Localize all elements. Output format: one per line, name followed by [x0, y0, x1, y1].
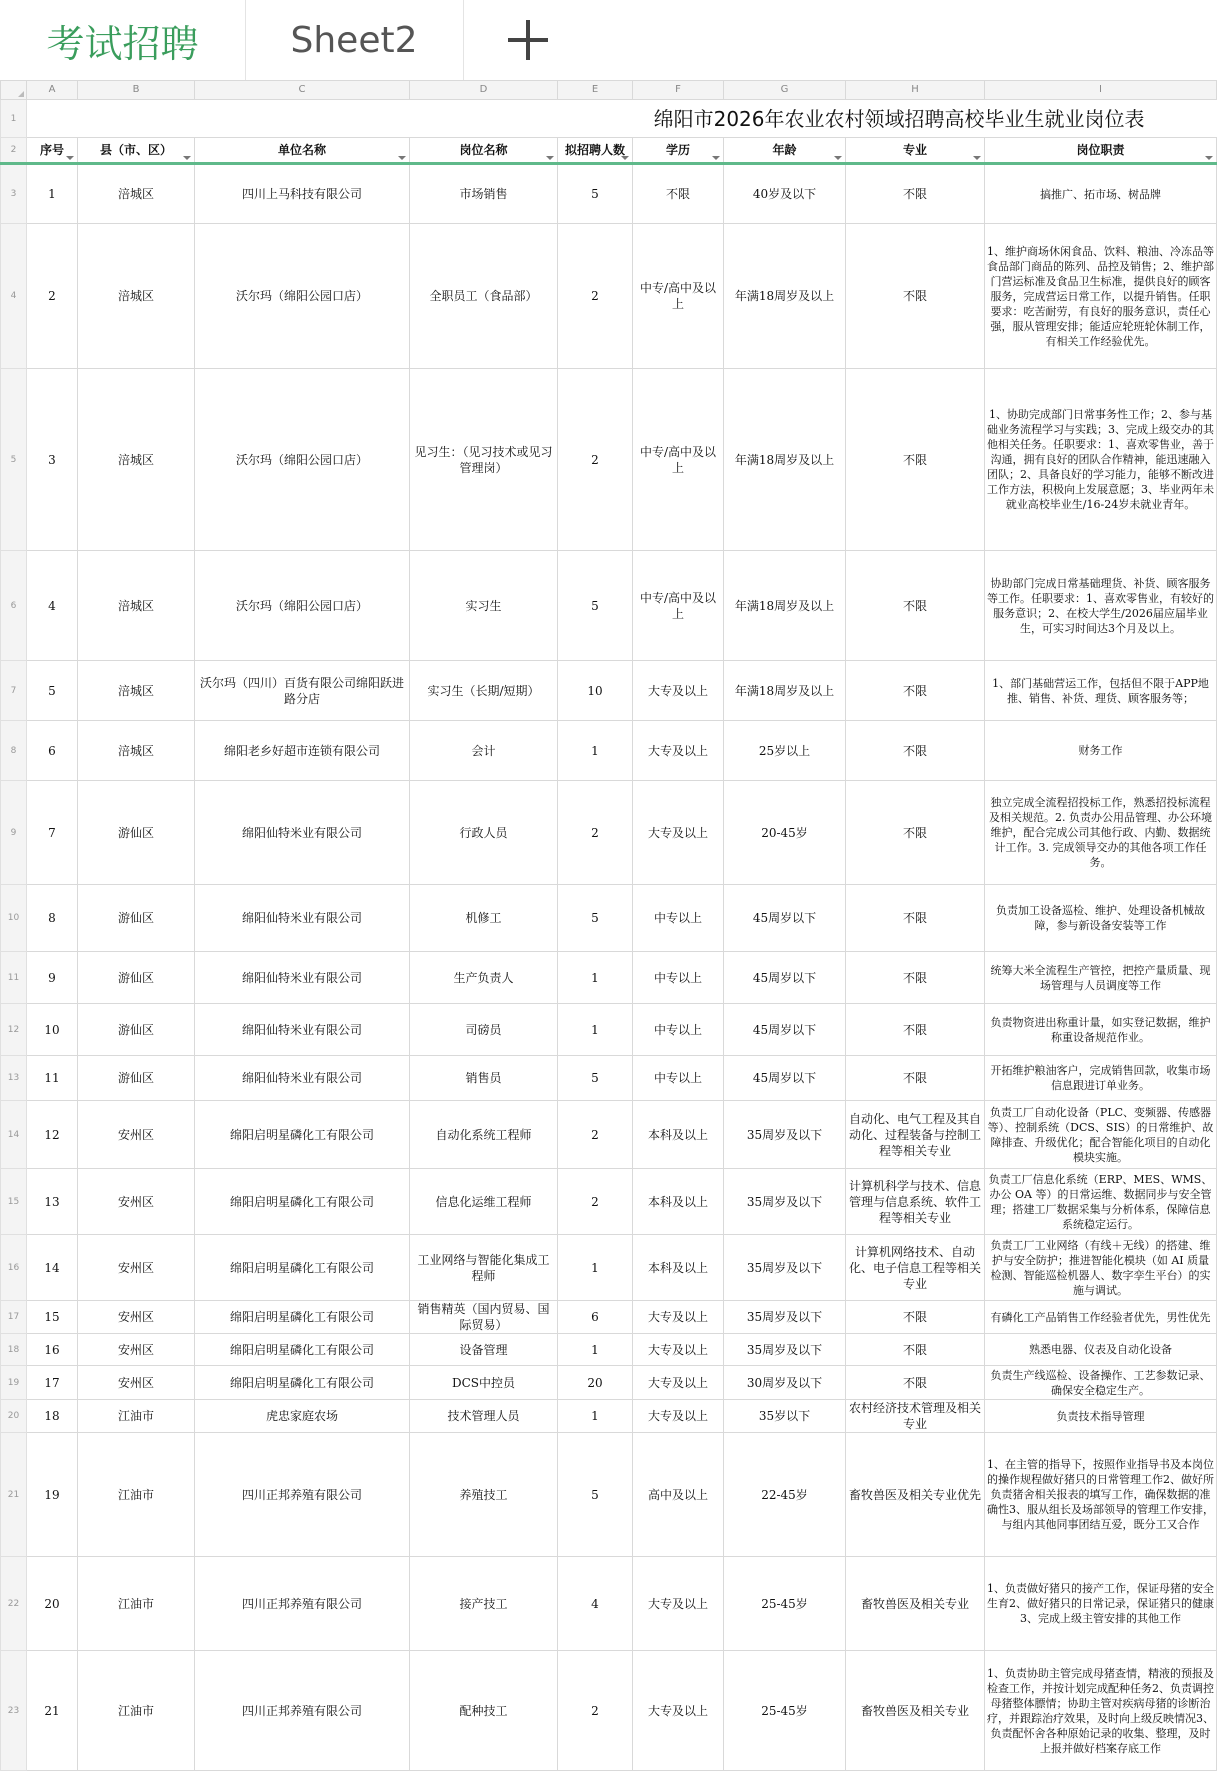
spreadsheet-grid[interactable] — [0, 80, 1214, 1782]
table-cell[interactable]: 14 — [27, 1235, 78, 1301]
table-cell[interactable]: 大专及以上 — [633, 1557, 724, 1651]
table-row — [1, 1651, 1217, 1771]
table-cell[interactable]: 开拓维护粮油客户，完成销售回款，收集市场信息跟进订单业务。 — [985, 1056, 1217, 1101]
table-cell[interactable]: 5 — [558, 164, 633, 224]
filter-arrow-icon[interactable] — [398, 156, 406, 160]
table-row — [1, 1004, 1217, 1056]
table-cell[interactable]: 大专及以上 — [633, 721, 724, 781]
title-row — [1, 100, 1217, 138]
tab-sheet1[interactable]: 考试招聘 — [0, 0, 246, 80]
table-cell[interactable]: 熟悉电器、仪表及自动化设备 — [985, 1334, 1217, 1366]
table-cell[interactable]: 本科及以上 — [633, 1101, 724, 1169]
header-cell[interactable] — [195, 138, 410, 164]
table-cell[interactable]: 5 — [558, 1433, 633, 1557]
table-cell[interactable]: 6 — [558, 1301, 633, 1334]
table-cell[interactable]: 25-45岁 — [724, 1651, 846, 1771]
table-cell[interactable]: 负责工厂自动化设备（PLC、变频器、传感器等）、控制系统（DCS、SIS）的日常维护、故障排查、升级优化；配合智能化项目的自动化模块实施。 — [985, 1101, 1217, 1169]
table-cell[interactable]: 绵阳仙特米业有限公司 — [195, 885, 410, 952]
header-row — [1, 138, 1217, 164]
column-header[interactable]: A — [27, 81, 78, 100]
table-cell[interactable]: 不限 — [846, 1334, 985, 1366]
table-cell[interactable]: 大专及以上 — [633, 661, 724, 721]
table-cell[interactable]: 绵阳启明星磷化工有限公司 — [195, 1235, 410, 1301]
table-cell[interactable]: 11 — [27, 1056, 78, 1101]
table-cell[interactable]: 35岁以下 — [724, 1400, 846, 1433]
row-header[interactable]: 13 — [1, 1056, 27, 1101]
table-cell[interactable]: 独立完成全流程招投标工作，熟悉招投标流程及相关规范。2. 负责办公用品管理、办公环境维护，配合完成公司其他行政、内勤、数据统计工作。3. 完成领导交办的其他各项工作任务。 — [985, 781, 1217, 885]
table-cell[interactable]: 大专及以上 — [633, 1366, 724, 1400]
table-cell[interactable]: 不限 — [846, 721, 985, 781]
table-cell[interactable]: 本科及以上 — [633, 1169, 724, 1235]
table-cell[interactable]: 21 — [27, 1651, 78, 1771]
column-header[interactable]: D — [410, 81, 558, 100]
filter-arrow-icon[interactable] — [66, 156, 74, 160]
table-cell[interactable]: 4 — [558, 1557, 633, 1651]
table-cell[interactable]: 统筹大米全流程生产管控，把控产量质量、现场管理与人员调度等工作 — [985, 952, 1217, 1004]
table-cell[interactable]: 20-45岁 — [724, 781, 846, 885]
table-cell[interactable]: 负责工厂工业网络（有线＋无线）的搭建、维护与安全防护；推进智能化模块（如 AI 质量检测、智能巡检机器人、数字孪生平台）的实施与调试。 — [985, 1235, 1217, 1301]
table-cell[interactable]: 司磅员 — [410, 1004, 558, 1056]
table-cell[interactable]: 年满18周岁及以上 — [724, 224, 846, 369]
header-cell[interactable] — [27, 138, 78, 164]
sheet-title[interactable]: 绵阳市2026年农业农村领域招聘高校毕业生就业岗位表 — [27, 100, 1217, 138]
table-cell[interactable]: 四川正邦养殖有限公司 — [195, 1651, 410, 1771]
table-cell[interactable]: 10 — [27, 1004, 78, 1056]
table-cell[interactable]: 绵阳仙特米业有限公司 — [195, 1004, 410, 1056]
table-cell[interactable]: 畜牧兽医及相关专业 — [846, 1651, 985, 1771]
table-cell[interactable]: 不限 — [846, 661, 985, 721]
row-header[interactable]: 8 — [1, 721, 27, 781]
row-header[interactable]: 20 — [1, 1400, 27, 1433]
table-cell[interactable]: 大专及以上 — [633, 1334, 724, 1366]
table-cell[interactable]: 1、协助完成部门日常事务性工作；2、参与基础业务流程学习与实践；3、完成上级交办的其他相关任务。任职要求：1、喜欢零售业，善于沟通，拥有良好的团队合作精神，能迅速融入团队；2、具备良好的学习能力，能够不断改进工作方法，积极向上发展意愿；3、毕业两年未就业高校毕业生/16-24岁未就业青年。 — [985, 369, 1217, 551]
table-cell[interactable]: 江油市 — [78, 1651, 195, 1771]
filter-arrow-icon[interactable] — [183, 156, 191, 160]
table-cell[interactable]: 5 — [27, 661, 78, 721]
table-cell[interactable]: 搞推广、拓市场、树品牌 — [985, 164, 1217, 224]
table-cell[interactable]: 绵阳启明星磷化工有限公司 — [195, 1334, 410, 1366]
header-label: 学历 — [665, 143, 690, 157]
header-label: 序号 — [39, 143, 64, 157]
row-header[interactable]: 10 — [1, 885, 27, 952]
table-row — [1, 164, 1217, 224]
table-cell[interactable]: 计算机网络技术、自动化、电子信息工程等相关专业 — [846, 1235, 985, 1301]
table-cell[interactable]: 信息化运维工程师 — [410, 1169, 558, 1235]
header-cell[interactable] — [410, 138, 558, 164]
table-cell[interactable]: 负责技术指导管理 — [985, 1400, 1217, 1433]
row-header[interactable]: 3 — [1, 164, 27, 224]
table-cell[interactable]: 不限 — [846, 781, 985, 885]
table-cell[interactable]: 接产技工 — [410, 1557, 558, 1651]
table-row — [1, 952, 1217, 1004]
table-cell[interactable]: 沃尔玛（绵阳公园口店） — [195, 551, 410, 661]
table-cell[interactable]: 6 — [27, 721, 78, 781]
table-cell[interactable]: 大专及以上 — [633, 1651, 724, 1771]
table-cell[interactable]: 沃尔玛（绵阳公园口店） — [195, 369, 410, 551]
table-row — [1, 1301, 1217, 1334]
table-cell[interactable]: 12 — [27, 1101, 78, 1169]
table-row — [1, 1056, 1217, 1101]
table-cell[interactable]: 年满18周岁及以上 — [724, 551, 846, 661]
table-cell[interactable]: 不限 — [846, 1366, 985, 1400]
table-row — [1, 885, 1217, 952]
table-cell[interactable]: 3 — [27, 369, 78, 551]
table-cell[interactable]: 中专以上 — [633, 885, 724, 952]
table-cell[interactable]: 2 — [558, 1169, 633, 1235]
table-cell[interactable]: 35周岁及以下 — [724, 1101, 846, 1169]
row-header[interactable]: 7 — [1, 661, 27, 721]
header-cell[interactable] — [558, 138, 633, 164]
table-cell[interactable]: 1 — [558, 1004, 633, 1056]
table-cell[interactable]: 1、负责协助主管完成母猪查情，精液的预报及检查工作，并按计划完成配种任务2、负责调控母猪整体膘情；协助主管对疾病母猪的诊断治疗，并跟踪治疗效果，及时向上级反映情况3、负责配怀舍各种原始记录的收集、整理，及时上报并做好档案存底工作 — [985, 1651, 1217, 1771]
table-cell[interactable]: 不限 — [846, 551, 985, 661]
select-all-corner[interactable] — [1, 81, 27, 100]
table-cell[interactable]: 1 — [27, 164, 78, 224]
table-cell[interactable]: 7 — [27, 781, 78, 885]
table-row — [1, 1400, 1217, 1433]
table-cell[interactable]: 13 — [27, 1169, 78, 1235]
header-cell[interactable] — [633, 138, 724, 164]
table-cell[interactable]: 17 — [27, 1366, 78, 1400]
table-cell[interactable]: 不限 — [846, 224, 985, 369]
row-header[interactable]: 4 — [1, 224, 27, 369]
table-cell[interactable]: 涪城区 — [78, 369, 195, 551]
header-cell[interactable] — [78, 138, 195, 164]
table-cell[interactable]: 全职员工（食品部） — [410, 224, 558, 369]
table-cell[interactable]: 4 — [27, 551, 78, 661]
table-cell[interactable]: 沃尔玛（绵阳公园口店） — [195, 224, 410, 369]
table-cell[interactable]: 2 — [558, 369, 633, 551]
sheet-tab-bar — [0, 0, 1179, 81]
table-row — [1, 721, 1217, 781]
table-cell[interactable]: 生产负责人 — [410, 952, 558, 1004]
table-cell[interactable]: 绵阳启明星磷化工有限公司 — [195, 1169, 410, 1235]
table-cell[interactable]: 四川正邦养殖有限公司 — [195, 1433, 410, 1557]
row-header[interactable]: 22 — [1, 1557, 27, 1651]
table-cell[interactable]: 涪城区 — [78, 721, 195, 781]
table-cell[interactable]: 18 — [27, 1400, 78, 1433]
table-row — [1, 1235, 1217, 1301]
table-cell[interactable]: 35周岁及以下 — [724, 1235, 846, 1301]
row-header[interactable]: 12 — [1, 1004, 27, 1056]
table-cell[interactable]: 1 — [558, 1235, 633, 1301]
table-cell[interactable]: 不限 — [846, 885, 985, 952]
table-cell[interactable]: DCS中控员 — [410, 1366, 558, 1400]
table-cell[interactable]: 中专/高中及以上 — [633, 224, 724, 369]
table-cell[interactable]: 涪城区 — [78, 551, 195, 661]
row-header[interactable]: 6 — [1, 551, 27, 661]
table-cell[interactable]: 绵阳启明星磷化工有限公司 — [195, 1101, 410, 1169]
row-header[interactable]: 19 — [1, 1366, 27, 1400]
tab-sheet2[interactable]: Sheet2 — [245, 0, 464, 80]
header-label: 岗位职责 — [1076, 143, 1125, 157]
header-cell[interactable] — [985, 138, 1217, 164]
table-cell[interactable]: 四川正邦养殖有限公司 — [195, 1557, 410, 1651]
table-cell[interactable]: 畜牧兽医及相关专业优先 — [846, 1433, 985, 1557]
table-cell[interactable]: 行政人员 — [410, 781, 558, 885]
table-cell[interactable]: 游仙区 — [78, 781, 195, 885]
table-cell[interactable]: 农村经济技术管理及相关专业 — [846, 1400, 985, 1433]
table-row — [1, 551, 1217, 661]
table-cell[interactable]: 大专及以上 — [633, 781, 724, 885]
table-cell[interactable]: 35周岁及以下 — [724, 1334, 846, 1366]
table-cell[interactable]: 大专及以上 — [633, 1301, 724, 1334]
table-cell[interactable]: 配种技工 — [410, 1651, 558, 1771]
header-label: 专业 — [902, 143, 927, 157]
table-cell[interactable]: 2 — [558, 224, 633, 369]
table-cell[interactable]: 大专及以上 — [633, 1400, 724, 1433]
table-cell[interactable]: 年满18周岁及以上 — [724, 661, 846, 721]
column-header[interactable]: G — [724, 81, 846, 100]
table-cell[interactable]: 20 — [558, 1366, 633, 1400]
header-label: 岗位名称 — [459, 143, 508, 157]
table-cell[interactable]: 技术管理人员 — [410, 1400, 558, 1433]
table-cell[interactable]: 安州区 — [78, 1301, 195, 1334]
table-cell[interactable]: 协助部门完成日常基础理货、补货、顾客服务等工作。任职要求：1、喜欢零售业，有较好的服务意识；2、在校大学生/2026届应届毕业生，可实习时间达3个月及以上。 — [985, 551, 1217, 661]
table-cell[interactable]: 会计 — [410, 721, 558, 781]
table-cell[interactable]: 25岁以上 — [724, 721, 846, 781]
filter-arrow-icon[interactable] — [973, 156, 981, 160]
row-header[interactable]: 15 — [1, 1169, 27, 1235]
table-cell[interactable]: 16 — [27, 1334, 78, 1366]
table-cell[interactable]: 年满18周岁及以上 — [724, 369, 846, 551]
table-cell[interactable]: 不限 — [633, 164, 724, 224]
table-cell[interactable]: 江油市 — [78, 1433, 195, 1557]
table-row — [1, 1557, 1217, 1651]
table-cell[interactable]: 9 — [27, 952, 78, 1004]
table-cell[interactable]: 1 — [558, 1334, 633, 1366]
table-cell[interactable]: 不限 — [846, 1004, 985, 1056]
column-header[interactable]: F — [633, 81, 724, 100]
table-cell[interactable]: 绵阳仙特米业有限公司 — [195, 781, 410, 885]
table-cell[interactable]: 1 — [558, 1400, 633, 1433]
table-cell[interactable]: 市场销售 — [410, 164, 558, 224]
table-cell[interactable]: 不限 — [846, 952, 985, 1004]
table-cell[interactable]: 19 — [27, 1433, 78, 1557]
table-cell[interactable]: 涪城区 — [78, 164, 195, 224]
row-header[interactable]: 5 — [1, 369, 27, 551]
table-row — [1, 1169, 1217, 1235]
table-cell[interactable]: 绵阳老乡好超市连锁有限公司 — [195, 721, 410, 781]
table-cell[interactable]: 1、负责做好猪只的接产工作，保证母猪的安全生育2、做好猪只的日常记录，保证猪只的健康3、完成上级主管安排的其他工作 — [985, 1557, 1217, 1651]
table-cell[interactable]: 45周岁以下 — [724, 1056, 846, 1101]
table-cell[interactable]: 5 — [558, 885, 633, 952]
row-header[interactable]: 1 — [1, 100, 27, 138]
table-cell[interactable]: 1 — [558, 721, 633, 781]
table-cell[interactable]: 自动化、电气工程及其自动化、过程装备与控制工程等相关专业 — [846, 1101, 985, 1169]
table-cell[interactable]: 5 — [558, 551, 633, 661]
table-cell[interactable]: 不限 — [846, 1056, 985, 1101]
row-header[interactable]: 21 — [1, 1433, 27, 1557]
header-label: 年龄 — [772, 143, 797, 157]
table-cell[interactable]: 绵阳启明星磷化工有限公司 — [195, 1301, 410, 1334]
table-cell[interactable]: 1、在主管的指导下，按照作业指导书及本岗位的操作规程做好猪只的日常管理工作2、做好所负责猪舍相关报表的填写工作，确保数据的准确性3、服从组长及场部领导的管理工作安排，与组内其他同事团结互爱，既分工又合作 — [985, 1433, 1217, 1557]
table-row — [1, 1101, 1217, 1169]
table-cell[interactable]: 有磷化工产品销售工作经验者优先，男性优先 — [985, 1301, 1217, 1334]
table-cell[interactable]: 20 — [27, 1557, 78, 1651]
table-row — [1, 369, 1217, 551]
table-cell[interactable]: 1、维护商场休闲食品、饮料、粮油、冷冻品等食品部门商品的陈列、品控及销售；2、维护部门营运标准及食品卫生标准，提供良好的顾客服务，完成营运日常工作，以提升销售。任职要求：吃苦耐劳，有良好的服务意识，责任心强，服从管理安排；能适应轮班轮休制工作，有相关工作经验优先。 — [985, 224, 1217, 369]
table-cell[interactable]: 1 — [558, 952, 633, 1004]
table-cell[interactable]: 安州区 — [78, 1366, 195, 1400]
filter-arrow-icon[interactable] — [712, 156, 720, 160]
column-header[interactable]: C — [195, 81, 410, 100]
table-cell[interactable]: 2 — [558, 1101, 633, 1169]
table-cell[interactable]: 10 — [558, 661, 633, 721]
header-label: 县（市、区） — [99, 143, 172, 157]
table-cell[interactable]: 自动化系统工程师 — [410, 1101, 558, 1169]
table-cell[interactable]: 游仙区 — [78, 1056, 195, 1101]
table-row — [1, 661, 1217, 721]
row-header[interactable]: 14 — [1, 1101, 27, 1169]
column-header[interactable]: B — [78, 81, 195, 100]
table-cell[interactable]: 四川上马科技有限公司 — [195, 164, 410, 224]
table-cell[interactable]: 负责工厂信息化系统（ERP、MES、WMS、办公 OA 等）的日常运维、数据同步与安全管理；搭建工厂数据采集与分析体系，保障信息系统稳定运行。 — [985, 1169, 1217, 1235]
table-cell[interactable]: 不限 — [846, 1301, 985, 1334]
table-cell[interactable]: 绵阳仙特米业有限公司 — [195, 1056, 410, 1101]
row-header[interactable]: 2 — [1, 138, 27, 164]
header-label: 拟招聘人数 — [564, 143, 625, 157]
table-cell[interactable]: 绵阳启明星磷化工有限公司 — [195, 1366, 410, 1400]
table-row — [1, 1334, 1217, 1366]
table-cell[interactable]: 负责生产线巡检、设备操作、工艺参数记录、确保安全稳定生产。 — [985, 1366, 1217, 1400]
table-cell[interactable]: 销售员 — [410, 1056, 558, 1101]
table-cell[interactable]: 工业网络与智能化集成工程师 — [410, 1235, 558, 1301]
table-cell[interactable]: 35周岁及以下 — [724, 1169, 846, 1235]
table-cell[interactable]: 负责物资进出称重计量，如实登记数据，维护称重设备规范作业。 — [985, 1004, 1217, 1056]
table-cell[interactable]: 2 — [558, 781, 633, 885]
filter-arrow-icon[interactable] — [1205, 156, 1213, 160]
table-cell[interactable]: 虎忠家庭农场 — [195, 1400, 410, 1433]
table-cell[interactable]: 养殖技工 — [410, 1433, 558, 1557]
table-cell[interactable]: 40岁及以下 — [724, 164, 846, 224]
table-row — [1, 1366, 1217, 1400]
table-cell[interactable]: 2 — [558, 1651, 633, 1771]
table-cell[interactable]: 8 — [27, 885, 78, 952]
table-cell[interactable]: 45周岁以下 — [724, 952, 846, 1004]
table-cell[interactable]: 机修工 — [410, 885, 558, 952]
table-cell[interactable]: 沃尔玛（四川）百货有限公司绵阳跃进路分店 — [195, 661, 410, 721]
table-cell[interactable]: 中专/高中及以上 — [633, 369, 724, 551]
table-cell[interactable]: 22-45岁 — [724, 1433, 846, 1557]
table-cell[interactable]: 游仙区 — [78, 885, 195, 952]
table-cell[interactable]: 中专/高中及以上 — [633, 551, 724, 661]
row-header[interactable]: 18 — [1, 1334, 27, 1366]
filter-arrow-icon[interactable] — [834, 156, 842, 160]
column-header-row — [1, 81, 1217, 100]
table-cell[interactable]: 5 — [558, 1056, 633, 1101]
table-cell[interactable]: 见习生：（见习技术或见习管理岗） — [410, 369, 558, 551]
table-row — [1, 224, 1217, 369]
table-cell[interactable]: 安州区 — [78, 1169, 195, 1235]
table-row — [1, 781, 1217, 885]
table-cell[interactable]: 畜牧兽医及相关专业 — [846, 1557, 985, 1651]
table-cell[interactable]: 45周岁以下 — [724, 885, 846, 952]
table-cell[interactable]: 15 — [27, 1301, 78, 1334]
table-cell[interactable]: 35周岁及以下 — [724, 1301, 846, 1334]
table-cell[interactable]: 销售精英（国内贸易、国际贸易） — [410, 1301, 558, 1334]
table-cell[interactable]: 游仙区 — [78, 952, 195, 1004]
table-cell[interactable]: 游仙区 — [78, 1004, 195, 1056]
table-cell[interactable]: 财务工作 — [985, 721, 1217, 781]
table-cell[interactable]: 涪城区 — [78, 224, 195, 369]
add-sheet-button[interactable] — [463, 0, 593, 80]
table-cell[interactable]: 不限 — [846, 164, 985, 224]
column-header[interactable]: H — [846, 81, 985, 100]
table-cell[interactable]: 计算机科学与技术、信息管理与信息系统、软件工程等相关专业 — [846, 1169, 985, 1235]
table-cell[interactable]: 负责加工设备巡检、维护、处理设备机械故障，参与新设备安装等工作 — [985, 885, 1217, 952]
table-cell[interactable]: 实习生 — [410, 551, 558, 661]
table-cell[interactable]: 25-45岁 — [724, 1557, 846, 1651]
table-cell[interactable]: 安州区 — [78, 1235, 195, 1301]
table-cell[interactable]: 1、部门基础营运工作，包括但不限于APP地推、销售、补货、理货、顾客服务等； — [985, 661, 1217, 721]
column-header[interactable]: E — [558, 81, 633, 100]
table-cell[interactable]: 中专以上 — [633, 1056, 724, 1101]
table-cell[interactable]: 设备管理 — [410, 1334, 558, 1366]
column-header[interactable]: I — [985, 81, 1217, 100]
plus-icon — [508, 20, 548, 60]
data-table — [0, 80, 1217, 1771]
filter-arrow-icon[interactable] — [546, 156, 554, 160]
table-row — [1, 1433, 1217, 1557]
table-cell[interactable]: 30周岁及以下 — [724, 1366, 846, 1400]
table-cell[interactable]: 涪城区 — [78, 661, 195, 721]
header-cell[interactable] — [724, 138, 846, 164]
table-cell[interactable]: 45周岁以下 — [724, 1004, 846, 1056]
row-header[interactable]: 16 — [1, 1235, 27, 1301]
table-cell[interactable]: 绵阳仙特米业有限公司 — [195, 952, 410, 1004]
table-cell[interactable]: 安州区 — [78, 1101, 195, 1169]
table-cell[interactable]: 中专以上 — [633, 952, 724, 1004]
table-cell[interactable]: 高中及以上 — [633, 1433, 724, 1557]
table-cell[interactable]: 安州区 — [78, 1334, 195, 1366]
header-label: 单位名称 — [277, 143, 326, 157]
table-cell[interactable]: 2 — [27, 224, 78, 369]
header-cell[interactable] — [846, 138, 985, 164]
filter-arrow-icon[interactable] — [621, 156, 629, 160]
table-cell[interactable]: 江油市 — [78, 1400, 195, 1433]
row-header[interactable]: 11 — [1, 952, 27, 1004]
table-cell[interactable]: 江油市 — [78, 1557, 195, 1651]
table-cell[interactable]: 本科及以上 — [633, 1235, 724, 1301]
table-cell[interactable]: 实习生（长期/短期） — [410, 661, 558, 721]
table-cell[interactable]: 中专以上 — [633, 1004, 724, 1056]
table-cell[interactable]: 不限 — [846, 369, 985, 551]
row-header[interactable]: 23 — [1, 1651, 27, 1771]
row-header[interactable]: 9 — [1, 781, 27, 885]
row-header[interactable]: 17 — [1, 1301, 27, 1334]
